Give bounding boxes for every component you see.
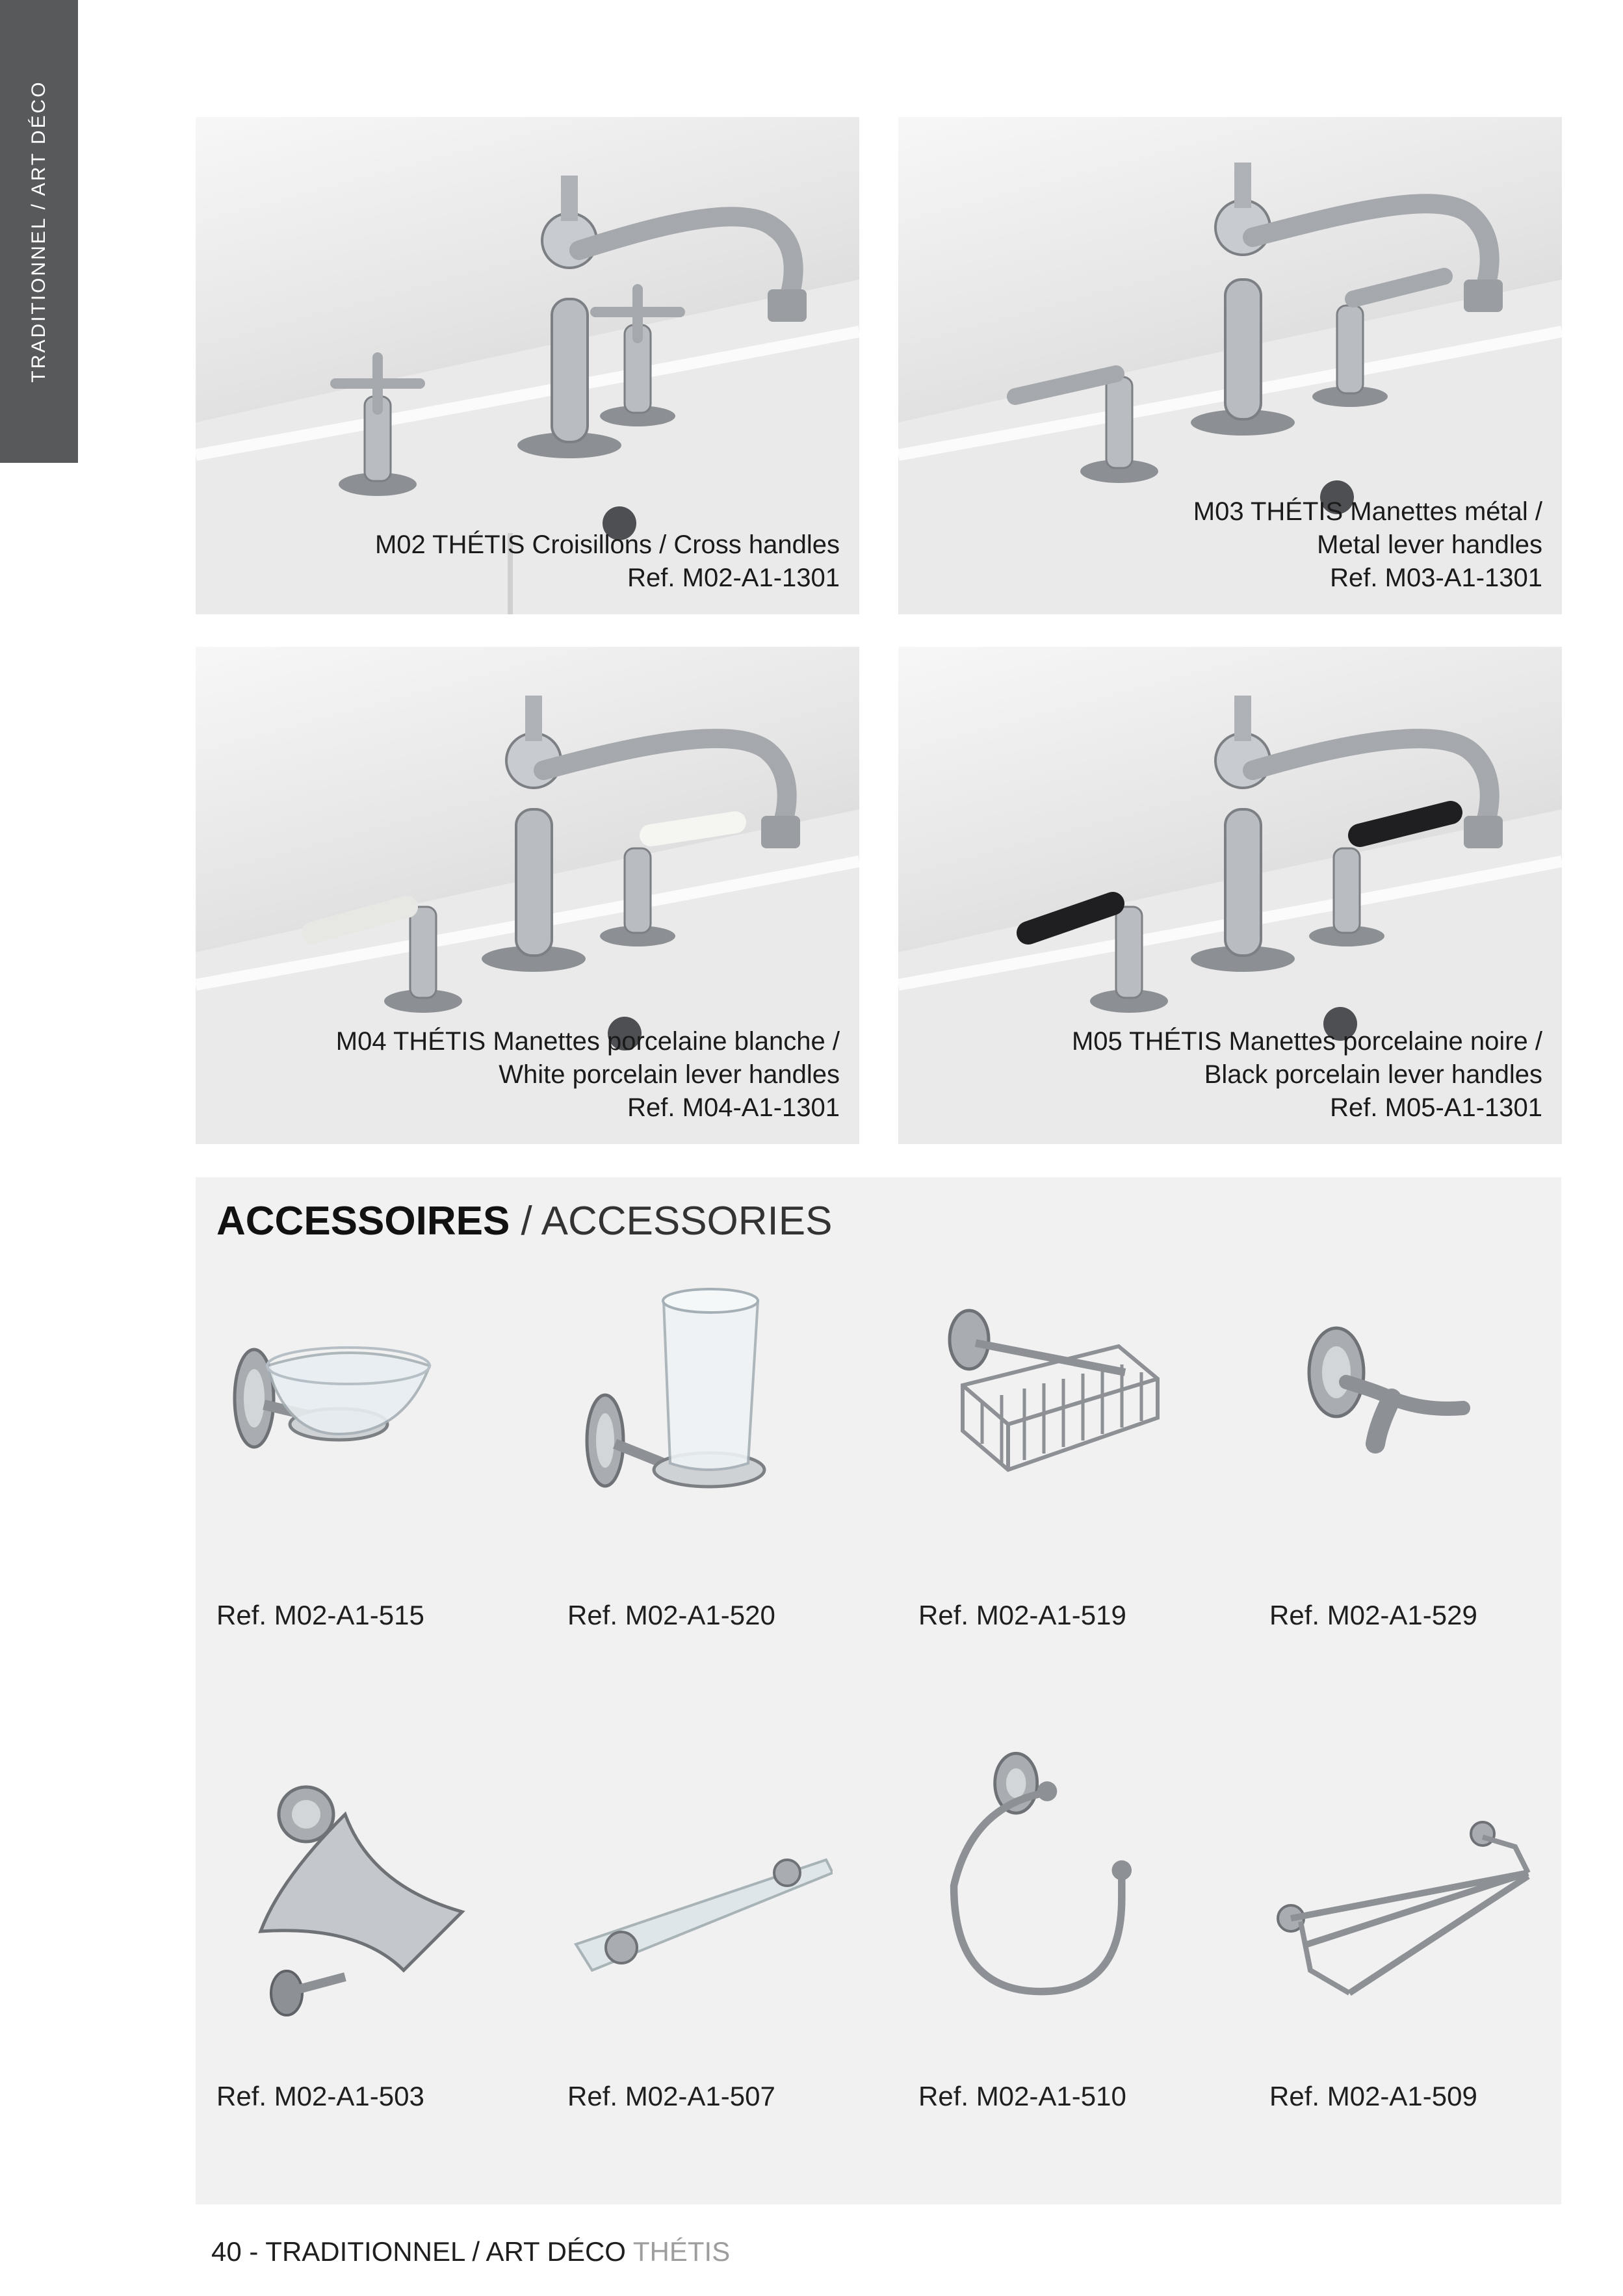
accessories-title — [216, 1198, 833, 1244]
accessories-panel — [196, 1177, 1561, 2204]
accessories-title-separator: / — [510, 1199, 541, 1244]
side-tab-label: TRADITIONNEL / ART DÉCO — [28, 80, 49, 383]
soap-basket-icon — [911, 1268, 1184, 1554]
photo-caption — [1193, 495, 1542, 595]
tumbler-holder-icon — [560, 1268, 833, 1554]
photo-caption — [375, 528, 840, 595]
accessory-ref: Ref. M02-A1-503 — [216, 2081, 424, 2111]
accessory-ref: Ref. M02-A1-507 — [567, 2081, 775, 2111]
photo-caption — [1072, 1025, 1542, 1125]
page-footer — [211, 2236, 730, 2267]
robe-hook-icon — [1262, 1268, 1535, 1554]
caption-ref: Ref. M04-A1-1301 — [627, 1093, 840, 1122]
photo-caption — [336, 1025, 840, 1125]
accessories-title-fr: ACCESSOIRES — [216, 1199, 510, 1244]
accessory-ref: Ref. M02-A1-510 — [918, 2081, 1126, 2111]
caption-line: M04 THÉTIS Manettes porcelaine blanche / — [335, 1027, 840, 1056]
accessory-ref: Ref. M02-A1-520 — [567, 1600, 775, 1630]
accessory-ref: Ref. M02-A1-519 — [918, 1600, 1126, 1630]
photo-m02-cross-handles — [196, 117, 859, 614]
towel-ring-icon — [911, 1743, 1184, 2029]
accessory-ref: Ref. M02-A1-529 — [1269, 1600, 1477, 1630]
footer-collection: THÉTIS — [632, 2236, 731, 2267]
footer-section: TRADITIONNEL / ART DÉCO — [265, 2236, 626, 2267]
accessory-ref: Ref. M02-A1-509 — [1269, 2081, 1477, 2111]
double-towel-bar-icon — [1262, 1756, 1535, 2042]
page-number: 40 — [211, 2236, 242, 2267]
caption-ref: Ref. M05-A1-1301 — [1330, 1093, 1542, 1122]
caption-line: White porcelain lever handles — [499, 1060, 840, 1089]
caption-line: Black porcelain lever handles — [1204, 1060, 1542, 1089]
side-tab — [0, 0, 78, 463]
soap-dish-icon — [209, 1268, 482, 1554]
photo-m04-white-porcelain — [196, 647, 859, 1144]
footer-dash: - — [241, 2236, 266, 2267]
accessory-ref: Ref. M02-A1-515 — [216, 1600, 424, 1630]
accessories-title-en: ACCESSORIES — [541, 1199, 833, 1244]
caption-ref: Ref. M02-A1-1301 — [627, 564, 840, 592]
photo-m05-black-porcelain — [898, 647, 1562, 1144]
glass-shelf-icon — [560, 1756, 833, 2042]
photo-m03-metal-levers — [898, 117, 1562, 614]
caption-ref: Ref. M03-A1-1301 — [1330, 564, 1542, 592]
caption-line: Metal lever handles — [1317, 530, 1542, 559]
caption-line: M02 THÉTIS Croisillons / Cross handles — [374, 530, 840, 559]
paper-holder-icon — [209, 1756, 482, 2042]
caption-line: M03 THÉTIS Manettes métal / — [1193, 497, 1542, 526]
caption-line: M05 THÉTIS Manettes porcelaine noire / — [1071, 1027, 1542, 1056]
